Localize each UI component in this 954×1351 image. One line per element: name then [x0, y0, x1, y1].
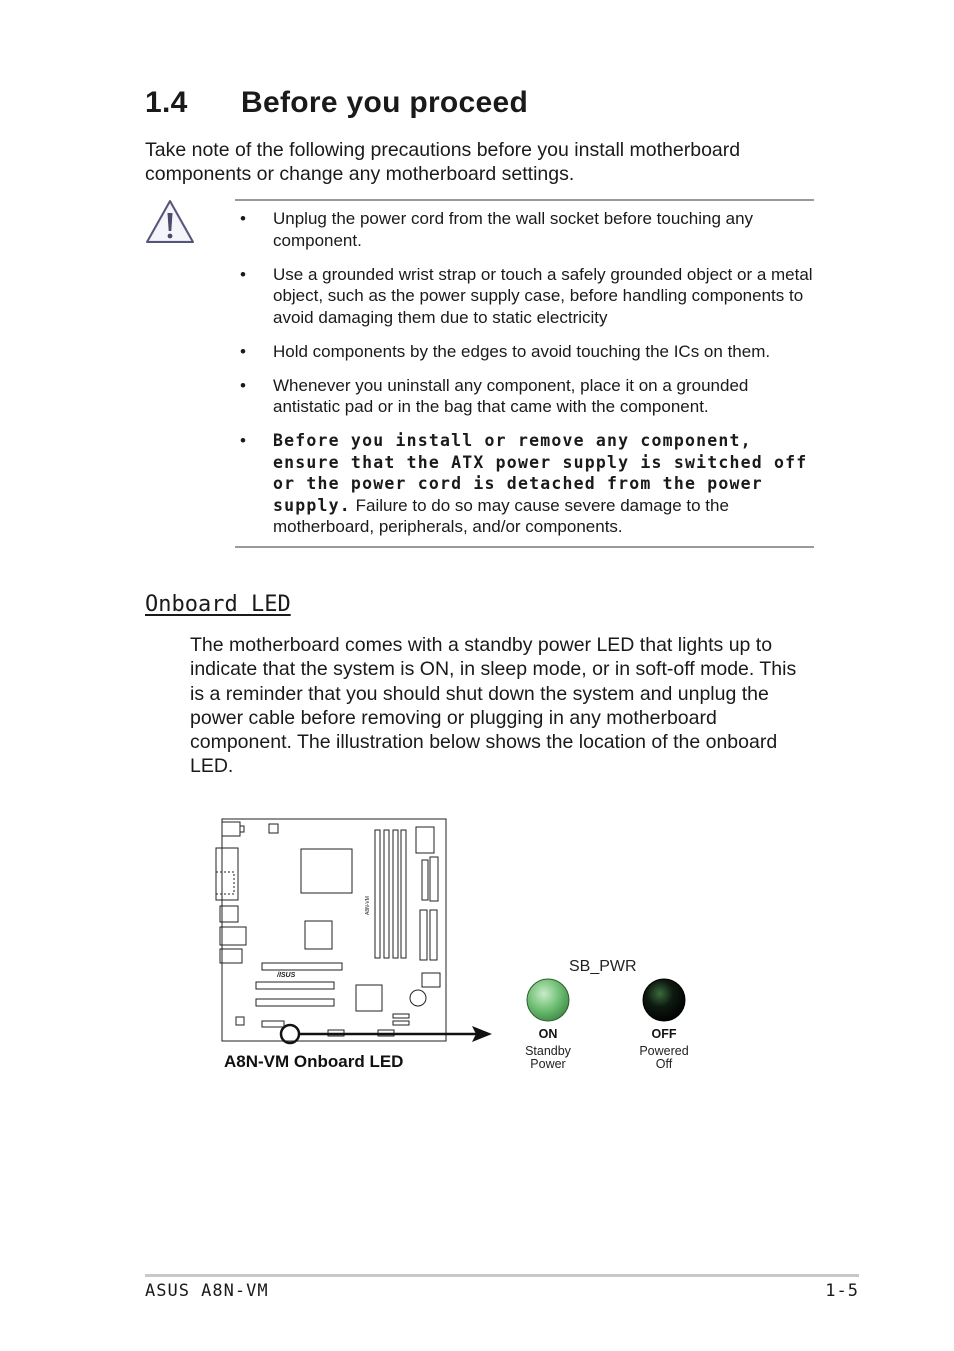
- led-off-state: OFF: [651, 1027, 677, 1041]
- section-title: Before you proceed: [241, 86, 529, 119]
- onboard-led-paragraph: The motherboard comes with a standby power LED that lights up to indicate that the system is ON, in sleep mode, or in soft-off mode. This is a reminder that you should shut down the system and unplug the power cable before removing or plugging in any motherboard component. The illustration below shows the location of the onboard LED.: [190, 634, 797, 778]
- led-marker: [281, 1025, 299, 1043]
- ide-connector: [422, 860, 428, 900]
- floppy-connector: [422, 973, 440, 987]
- header: [393, 1021, 409, 1025]
- sata-connector: [420, 910, 427, 960]
- page-number: 1-5: [825, 1281, 859, 1301]
- led-off-desc-line1: Powered: [639, 1044, 689, 1058]
- section-number: 1.4: [145, 86, 188, 119]
- header: [393, 1014, 409, 1018]
- pci-slot: [256, 982, 334, 989]
- connector-vga-inner: [216, 872, 234, 894]
- figure-caption: A8N-VM Onboard LED: [224, 1052, 404, 1071]
- atx-power: [416, 827, 434, 853]
- led-on-desc-line2: Power: [530, 1057, 566, 1071]
- motherboard-diagram: [216, 819, 446, 1041]
- connector-com-vga: [216, 848, 238, 900]
- connector-audio: [220, 949, 242, 963]
- connector-ps2: [222, 822, 240, 836]
- dimm-slot: [401, 830, 406, 958]
- warning-triangle-icon: [145, 199, 195, 245]
- asus-logo: /ISUS: [277, 972, 296, 979]
- pcie-slot: [262, 963, 342, 970]
- led-off-indicator: [643, 979, 685, 1021]
- intro-paragraph: Take note of the following precautions before you install motherboard components or change any motherboard settings.: [145, 139, 741, 185]
- caution-item-rest: Failure to do so may cause severe damage to the motherboard, peripherals, and/or components.: [273, 495, 729, 536]
- caution-item-bold: Before you install or remove any component, ensure that the ATX power supply is switched off or the power cord is detached from the power supply.: [273, 431, 808, 515]
- pci-slot: [256, 999, 334, 1006]
- connector-lan: [220, 927, 246, 945]
- footer-product: ASUS A8N-VM: [145, 1281, 269, 1301]
- led-on-state: ON: [538, 1027, 558, 1041]
- header: [262, 1021, 284, 1027]
- connector-ps2-pin: [240, 826, 244, 832]
- subsection-heading: Onboard LED: [145, 592, 291, 617]
- caution-item: • Hold components by the edges to avoid touching the ICs on them.: [240, 341, 771, 361]
- southbridge: [356, 985, 382, 1011]
- caution-item: • Whenever you uninstall any component, place it on a grounded antistatic pad or in the bag that came with the component.: [240, 375, 749, 416]
- connector-usb: [220, 906, 238, 922]
- caution-bottom-rule: [235, 546, 814, 548]
- board-model-label: A8N-VM: [365, 896, 371, 915]
- caution-item-important: • Before you install or remove any component, ensure that the ATX power supply is switched off or the power cord is detached from the power supply. Failure to do so may cause severe damage to the motherboard, peripherals, and/or components.: [240, 431, 808, 536]
- onboard-led-figure: [205, 805, 725, 1085]
- led-on-desc-line1: Standby: [525, 1044, 571, 1058]
- ide-connector: [430, 857, 438, 901]
- dimm-slot: [393, 830, 398, 958]
- section-heading: [145, 86, 528, 120]
- caution-top-rule: [235, 199, 814, 201]
- component-chip: [269, 824, 278, 833]
- caution-item: • Use a grounded wrist strap or touch a safely grounded object or a metal object, such as the power supply case, before handling components to avoid damaging them due to static electricity: [240, 264, 813, 327]
- board-outline: [222, 819, 446, 1041]
- dimm-slot: [375, 830, 380, 958]
- chipset: [305, 921, 332, 949]
- led-name-label: SB_PWR: [569, 958, 637, 975]
- battery: [410, 990, 426, 1006]
- led-on-indicator: [527, 979, 569, 1021]
- caution-list: [240, 208, 815, 550]
- cpu-socket: [301, 849, 352, 893]
- component-chip: [236, 1017, 244, 1025]
- led-off-desc-line2: Off: [655, 1057, 673, 1071]
- footer-rule: [145, 1274, 859, 1277]
- caution-item: • Unplug the power cord from the wall socket before touching any component.: [240, 209, 754, 250]
- sata-connector: [430, 910, 437, 960]
- dimm-slot: [384, 830, 389, 958]
